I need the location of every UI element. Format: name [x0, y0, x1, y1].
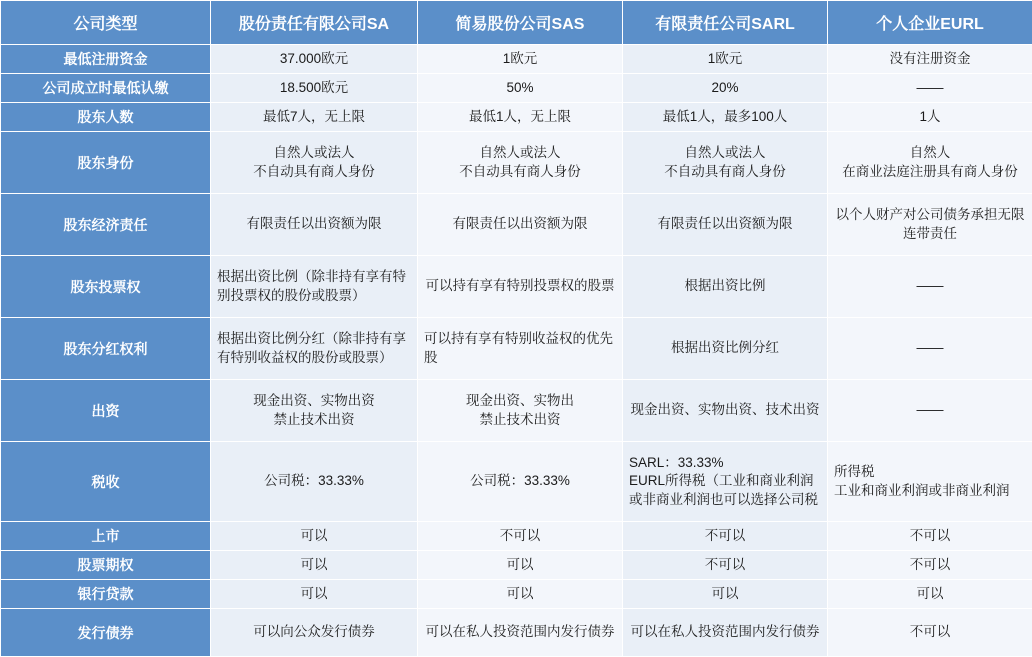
row-label: 银行贷款 — [1, 580, 211, 609]
row-label: 股东分红权利 — [1, 318, 211, 380]
table-cell: 50% — [418, 74, 623, 103]
table-cell: 不可以 — [828, 522, 1032, 551]
table-cell: 20% — [623, 74, 828, 103]
table-cell: 所得税 工业和商业利润或非商业利润 — [828, 442, 1032, 522]
table-cell: 可以向公众发行债券 — [211, 609, 418, 657]
table-cell: 自然人或法人 不自动具有商人身份 — [623, 132, 828, 194]
table-cell: 没有注册资金 — [828, 45, 1032, 74]
table-cell: 自然人或法人 不自动具有商人身份 — [211, 132, 418, 194]
table-row — [1, 194, 1032, 256]
table-row — [1, 74, 1032, 103]
table-cell: 可以 — [623, 580, 828, 609]
table-row — [1, 580, 1032, 609]
table-row — [1, 318, 1032, 380]
table-cell: 不可以 — [623, 551, 828, 580]
table-cell: —— — [828, 380, 1032, 442]
table-cell: 不可以 — [623, 522, 828, 551]
row-label: 税收 — [1, 442, 211, 522]
table-cell: 最低1人，最多100人 — [623, 103, 828, 132]
row-label: 股东人数 — [1, 103, 211, 132]
table-cell: 以个人财产对公司债务承担无限连带责任 — [828, 194, 1032, 256]
table-cell: 可以持有享有特别收益权的优先股 — [418, 318, 623, 380]
row-label: 上市 — [1, 522, 211, 551]
table-cell: 现金出资、实物出资、技术出资 — [623, 380, 828, 442]
table-cell: 37.000欧元 — [211, 45, 418, 74]
table-cell: 1人 — [828, 103, 1032, 132]
table-cell: 1欧元 — [623, 45, 828, 74]
table-cell: SARL：33.33% EURL所得税（工业和商业利润或非商业利润也可以选择公司税 — [623, 442, 828, 522]
table-cell: 不可以 — [828, 609, 1032, 657]
table-cell: 现金出资、实物出 禁止技术出资 — [418, 380, 623, 442]
table-cell: 可以在私人投资范围内发行债券 — [623, 609, 828, 657]
header-sarl: 有限责任公司SARL — [623, 1, 828, 45]
table-cell: 18.500欧元 — [211, 74, 418, 103]
table-cell: 可以 — [418, 551, 623, 580]
row-label: 股票期权 — [1, 551, 211, 580]
row-label: 股东投票权 — [1, 256, 211, 318]
header-sas: 简易股份公司SAS — [418, 1, 623, 45]
header-company-type: 公司类型 — [1, 1, 211, 45]
table-row — [1, 442, 1032, 522]
table-row — [1, 380, 1032, 442]
header-sa: 股份责任有限公司SA — [211, 1, 418, 45]
table-row — [1, 522, 1032, 551]
table-row — [1, 45, 1032, 74]
table-cell: 根据出资比例（除非持有享有特别投票权的股份或股票） — [211, 256, 418, 318]
header-eurl: 个人企业EURL — [828, 1, 1032, 45]
table-cell: 根据出资比例 — [623, 256, 828, 318]
table-cell: 可以 — [211, 551, 418, 580]
table-cell: 公司税：33.33% — [418, 442, 623, 522]
table-cell: 最低7人，无上限 — [211, 103, 418, 132]
table-cell: 可以 — [211, 522, 418, 551]
row-label: 股东经济责任 — [1, 194, 211, 256]
table-cell: —— — [828, 74, 1032, 103]
row-label: 最低注册资金 — [1, 45, 211, 74]
row-label: 出资 — [1, 380, 211, 442]
table-cell: 有限责任以出资额为限 — [418, 194, 623, 256]
table-cell: 现金出资、实物出资 禁止技术出资 — [211, 380, 418, 442]
table-cell: 不可以 — [828, 551, 1032, 580]
table-cell: 根据出资比例分红（除非持有享有特别收益权的股份或股票） — [211, 318, 418, 380]
row-label: 发行债券 — [1, 609, 211, 657]
table-row — [1, 256, 1032, 318]
table-row — [1, 103, 1032, 132]
table-header-row — [1, 1, 1032, 45]
table-cell: 有限责任以出资额为限 — [211, 194, 418, 256]
table-cell: 公司税：33.33% — [211, 442, 418, 522]
row-label: 公司成立时最低认缴 — [1, 74, 211, 103]
row-label: 股东身份 — [1, 132, 211, 194]
table-cell: 根据出资比例分红 — [623, 318, 828, 380]
table-cell: 可以 — [828, 580, 1032, 609]
table-cell: 有限责任以出资额为限 — [623, 194, 828, 256]
table-cell: 不可以 — [418, 522, 623, 551]
table-cell: 最低1人，无上限 — [418, 103, 623, 132]
table-row — [1, 132, 1032, 194]
table-row — [1, 609, 1032, 657]
table-header — [1, 1, 1032, 45]
table-cell: 1欧元 — [418, 45, 623, 74]
table-cell: —— — [828, 318, 1032, 380]
table-cell: 自然人或法人 不自动具有商人身份 — [418, 132, 623, 194]
table-cell: —— — [828, 256, 1032, 318]
table-row — [1, 551, 1032, 580]
table-cell: 可以 — [211, 580, 418, 609]
table-cell: 可以在私人投资范围内发行债券 — [418, 609, 623, 657]
table-body — [1, 45, 1032, 657]
table-cell: 自然人 在商业法庭注册具有商人身份 — [828, 132, 1032, 194]
table-cell: 可以持有享有特别投票权的股票 — [418, 256, 623, 318]
table-cell: 可以 — [418, 580, 623, 609]
